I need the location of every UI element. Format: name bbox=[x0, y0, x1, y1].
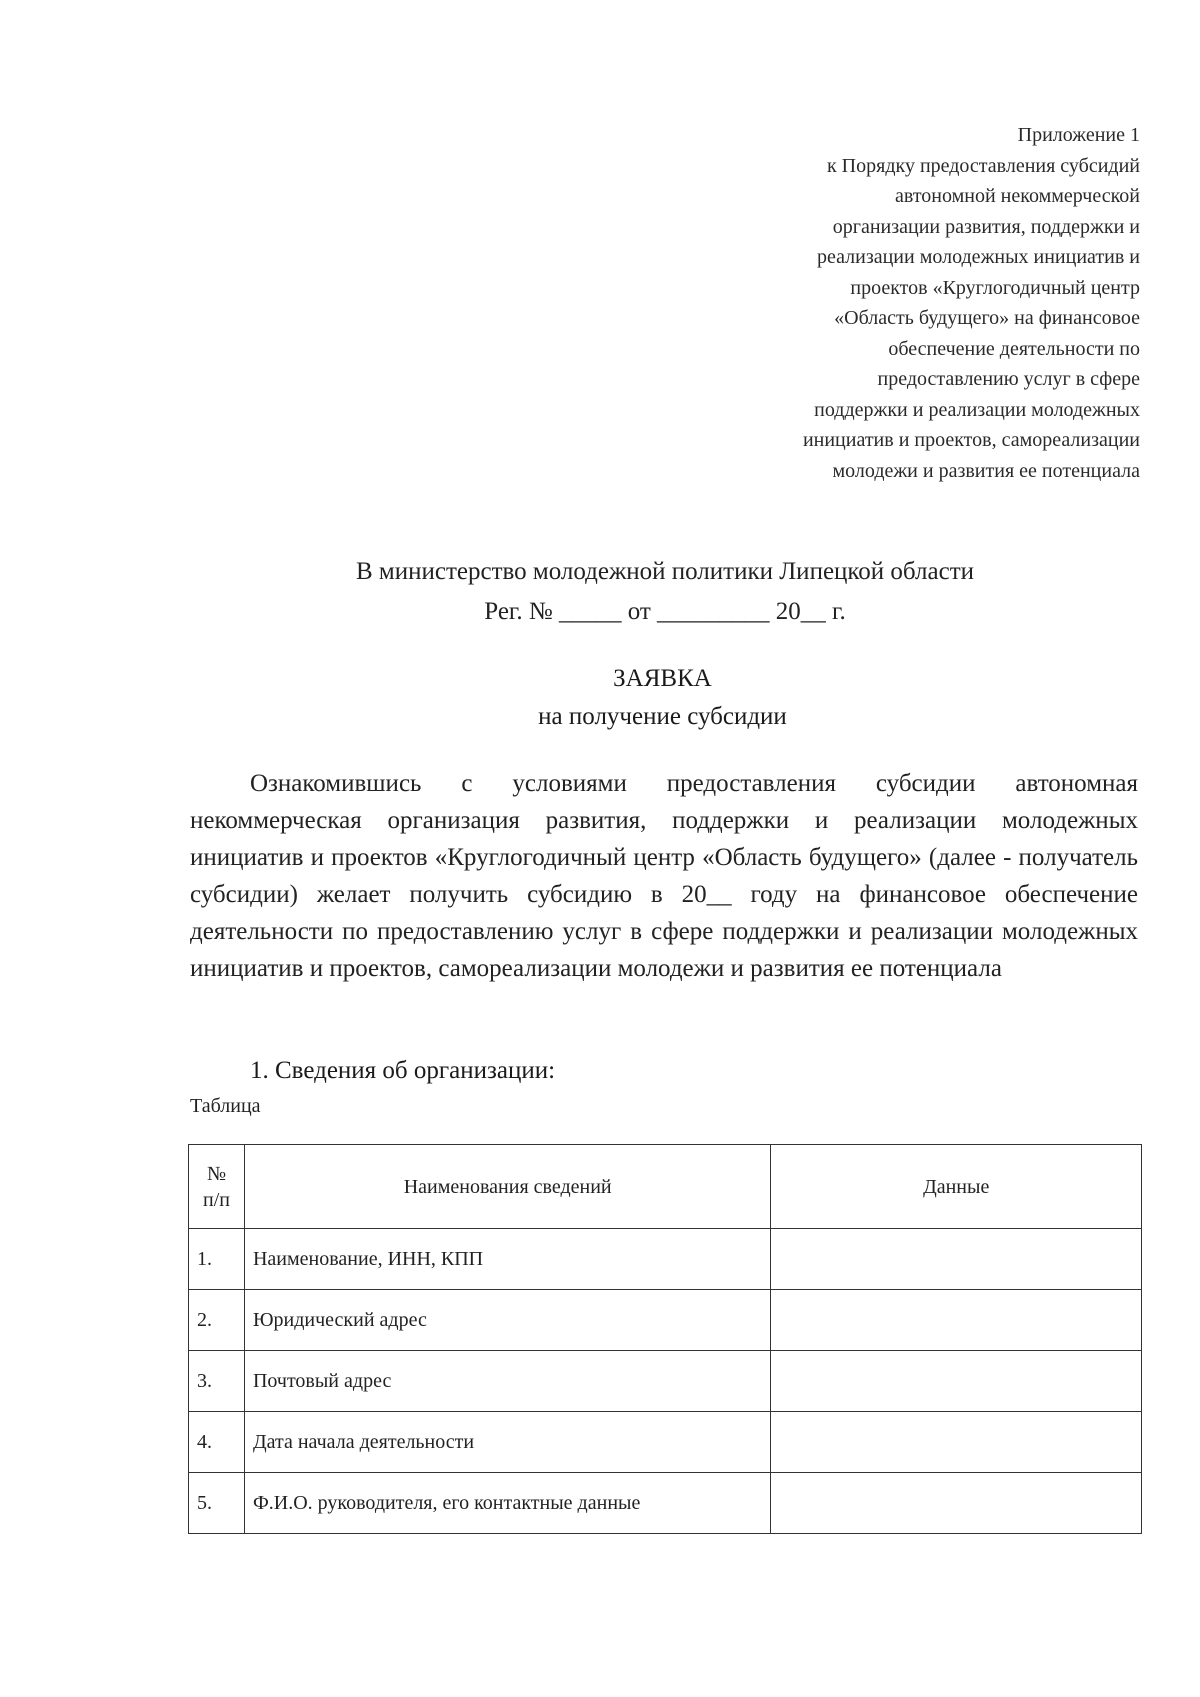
section-heading: 1. Сведения об организации: bbox=[250, 1057, 556, 1084]
organization-info-table bbox=[188, 1144, 1142, 1534]
cell-data[interactable] bbox=[771, 1290, 1142, 1351]
table-row bbox=[189, 1412, 1142, 1473]
appendix-line: организации развития, поддержки и bbox=[832, 215, 1140, 238]
application-paragraph bbox=[190, 765, 1138, 987]
title-main: ЗАЯВКА bbox=[613, 665, 712, 692]
paragraph-text: Ознакомившись с условиями предоставления субсидии автономная некоммерческая организация развития, поддержки и реализации молодежных инициатив и проектов «Круглогодичный центр «Область будущего» (далее - получатель субсидии) желает получить субсидию в 20__ году на финансовое обеспечение деятельности по предоставлению услуг в сфере поддержки и реализации молодежных инициатив и проектов, самореализации молодежи и развития ее потенциала bbox=[190, 770, 1138, 982]
registration-line: Рег. № _____ от _________ 20__ г. bbox=[484, 598, 846, 625]
cell-num: 3. bbox=[189, 1351, 245, 1412]
table-header-row bbox=[189, 1145, 1142, 1229]
appendix-line: автономной некоммерческой bbox=[895, 185, 1140, 207]
appendix-line: предоставлению услуг в сфере bbox=[877, 368, 1140, 390]
header-data: Данные bbox=[771, 1145, 1142, 1229]
document-title bbox=[0, 660, 1200, 736]
cell-data[interactable] bbox=[771, 1412, 1142, 1473]
cell-data[interactable] bbox=[771, 1351, 1142, 1412]
cell-num: 4. bbox=[189, 1412, 245, 1473]
cell-name: Ф.И.О. руководителя, его контактные данные bbox=[244, 1473, 770, 1534]
cell-data[interactable] bbox=[771, 1473, 1142, 1534]
cell-name: Почтовый адрес bbox=[244, 1351, 770, 1412]
table-row bbox=[189, 1473, 1142, 1534]
appendix-line: обеспечение деятельности по bbox=[888, 337, 1140, 360]
appendix-block bbox=[670, 120, 1140, 486]
cell-data[interactable] bbox=[771, 1229, 1142, 1290]
addressee-block bbox=[0, 552, 1200, 632]
ministry-line: В министерство молодежной политики Липецкой области bbox=[356, 558, 974, 585]
appendix-line: к Порядку предоставления субсидий bbox=[826, 154, 1140, 177]
header-num: № п/п bbox=[189, 1145, 245, 1229]
appendix-line: поддержки и реализации молодежных bbox=[814, 398, 1140, 421]
cell-num: 1. bbox=[189, 1229, 245, 1290]
cell-name: Наименование, ИНН, КПП bbox=[244, 1229, 770, 1290]
appendix-line: молодежи и развития ее потенциала bbox=[832, 459, 1140, 482]
cell-name: Юридический адрес bbox=[244, 1290, 770, 1351]
table-row bbox=[189, 1229, 1142, 1290]
appendix-line: проектов «Круглогодичный центр bbox=[850, 276, 1140, 299]
cell-name: Дата начала деятельности bbox=[244, 1412, 770, 1473]
table-caption: Таблица bbox=[190, 1095, 261, 1117]
cell-num: 2. bbox=[189, 1290, 245, 1351]
appendix-line: Приложение 1 bbox=[1017, 124, 1140, 146]
appendix-line: инициатив и проектов, самореализации bbox=[802, 429, 1140, 451]
appendix-line: реализации молодежных инициатив и bbox=[816, 246, 1140, 268]
table-row bbox=[189, 1290, 1142, 1351]
table-row bbox=[189, 1351, 1142, 1412]
cell-num: 5. bbox=[189, 1473, 245, 1534]
appendix-line: «Область будущего» на финансовое bbox=[834, 307, 1140, 329]
header-name: Наименования сведений bbox=[244, 1145, 770, 1229]
title-sub: на получение субсидии bbox=[538, 703, 787, 730]
